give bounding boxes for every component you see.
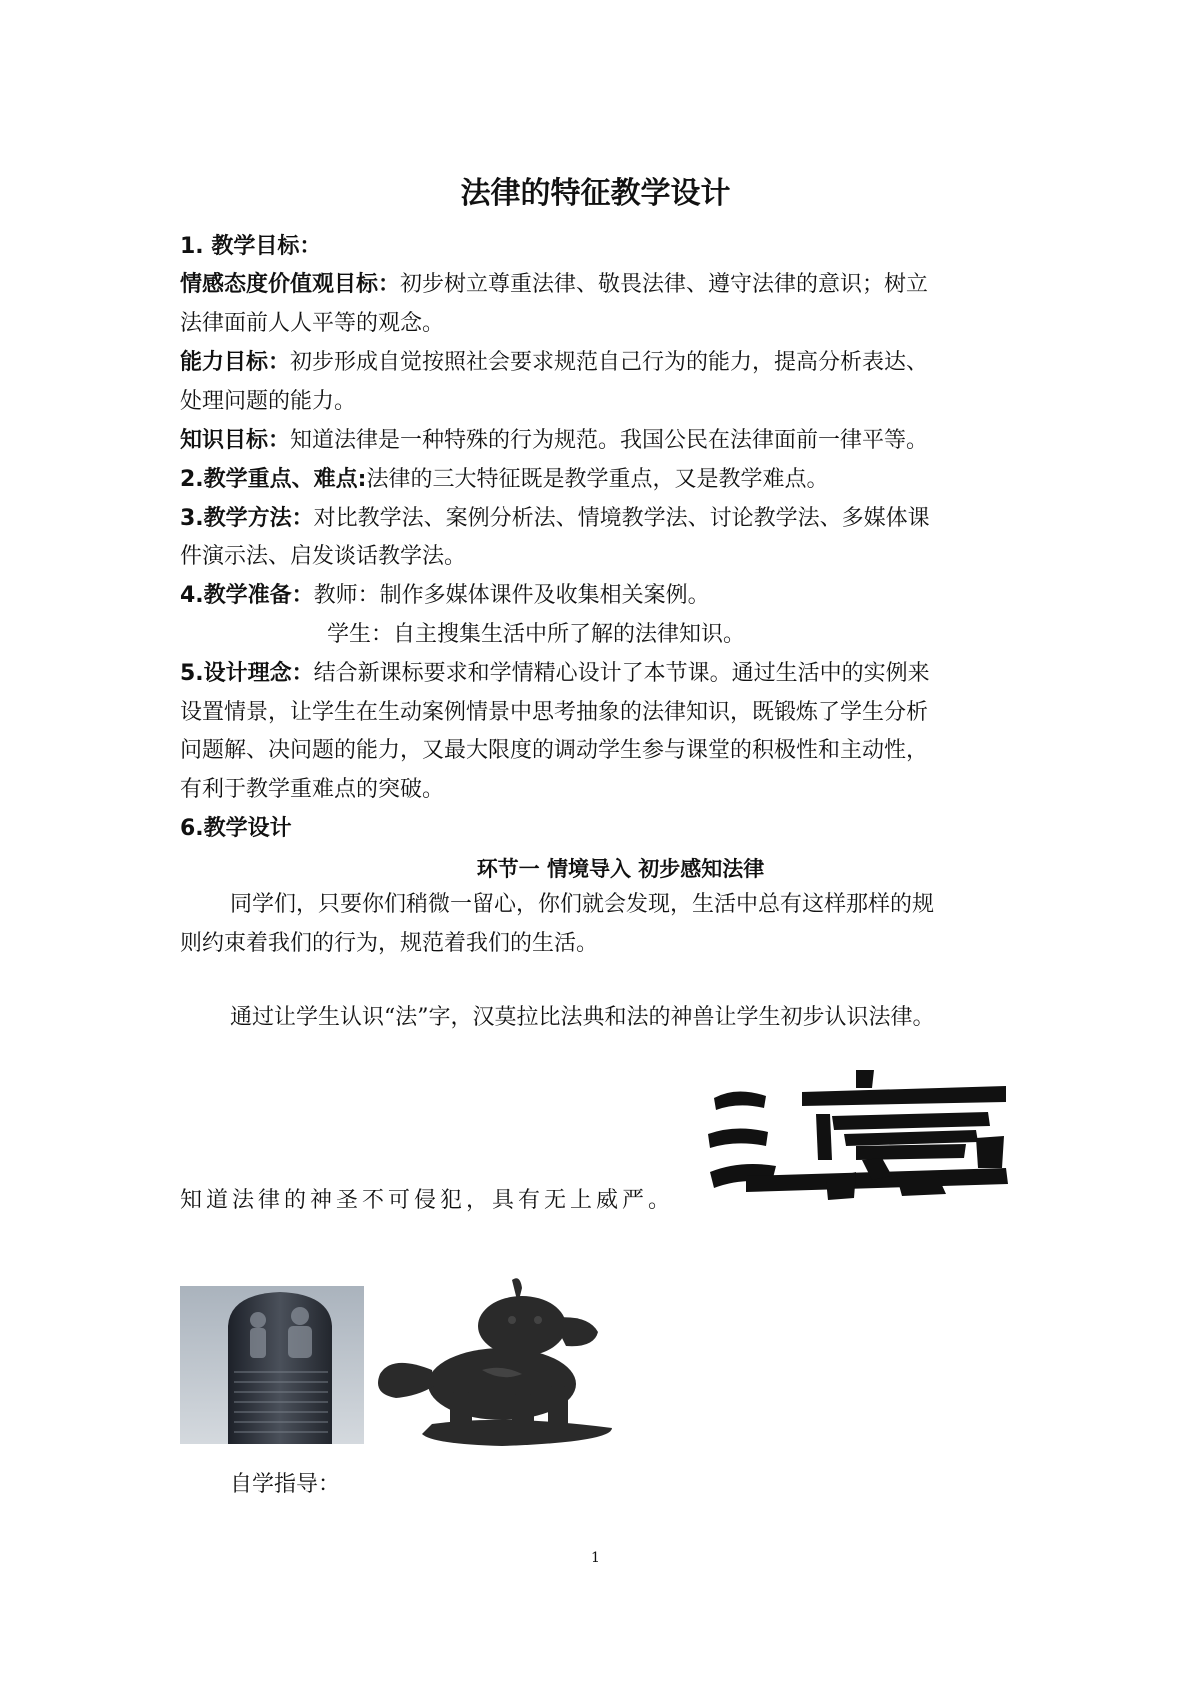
section-4-student: 学生：自主搜集生活中所了解的法律知识。 (327, 622, 746, 647)
section-4-label: 4.教学准备： (180, 583, 314, 608)
section-1-heading: 1. 教学目标： (180, 234, 322, 259)
section-2-text: 法律的三大特征既是教学重点，又是教学难点。 (366, 467, 829, 492)
hammurabi-code-stele-image (180, 1286, 364, 1444)
section-5-text-4: 有利于教学重难点的突破。 (180, 777, 445, 802)
section-2-line (180, 465, 828, 495)
section-5-text-3: 问题解、决问题的能力，又最大限度的调动学生参与课堂的积极性和主动性， (180, 738, 929, 763)
section-4-teacher: 教师：制作多媒体课件及收集相关案例。 (313, 583, 710, 608)
fa-introduction-paragraph: 通过让学生认识“法”字，汉莫拉比法典和法的神兽让学生初步认识法律。 (230, 1005, 935, 1030)
section-3-line-1 (180, 504, 930, 534)
emotion-goal-label: 情感态度价值观目标： (180, 272, 401, 297)
ability-goal-text-2: 处理问题的能力。 (180, 389, 357, 414)
section-5-label: 5.设计理念： (180, 661, 314, 686)
xiezhi-mythical-beast-image (362, 1274, 630, 1448)
ancient-fa-character-image (706, 1068, 1014, 1202)
emotion-goal-text-1: 初步树立尊重法律、敬畏法律、遵守法律的意识；树立 (400, 272, 929, 297)
law-sanctity-paragraph: 知道法律的神圣不可侵犯，具有无上威严。 (180, 1188, 675, 1213)
knowledge-goal-text: 知道法律是一种特殊的行为规范。我国公民在法律面前一律平等。 (290, 428, 929, 453)
section-3-text-2: 件演示法、启发谈话教学法。 (180, 544, 467, 569)
section-5-text-2: 设置情景，让学生在生动案例情景中思考抽象的法律知识，既锻炼了学生分析 (180, 700, 929, 725)
intro-paragraph-line-1: 同学们，只要你们稍微一留心，你们就会发现，生活中总有这样那样的规 (230, 892, 935, 917)
ability-goal-line-1 (180, 348, 928, 378)
section-4-line-1 (180, 581, 710, 611)
ability-goal-text-1: 初步形成自觉按照社会要求规范自己行为的能力，提高分析表达、 (290, 350, 929, 375)
section-5-line-1 (180, 659, 930, 689)
knowledge-goal-line (180, 426, 928, 456)
self-study-guide-label: 自学指导： (230, 1472, 341, 1497)
intro-paragraph-line-2: 则约束着我们的行为，规范着我们的生活。 (180, 931, 599, 956)
page-number: 1 (591, 1550, 600, 1566)
section-1-stage-heading: 环节一 情境导入 初步感知法律 (476, 857, 765, 881)
knowledge-goal-label: 知识目标： (180, 428, 291, 453)
section-2-label: 2.教学重点、难点: (180, 467, 367, 492)
emotion-goal-line-1 (180, 270, 928, 300)
section-3-text-1: 对比教学法、案例分析法、情境教学法、讨论教学法、多媒体课 (313, 506, 930, 531)
section-3-label: 3.教学方法： (180, 506, 314, 531)
emotion-goal-text-2: 法律面前人人平等的观念。 (180, 311, 445, 336)
ability-goal-label: 能力目标： (180, 350, 291, 375)
section-5-text-1: 结合新课标要求和学情精心设计了本节课。通过生活中的实例来 (313, 661, 930, 686)
section-6-heading: 6.教学设计 (180, 816, 292, 841)
document-title: 法律的特征教学设计 (460, 176, 731, 211)
